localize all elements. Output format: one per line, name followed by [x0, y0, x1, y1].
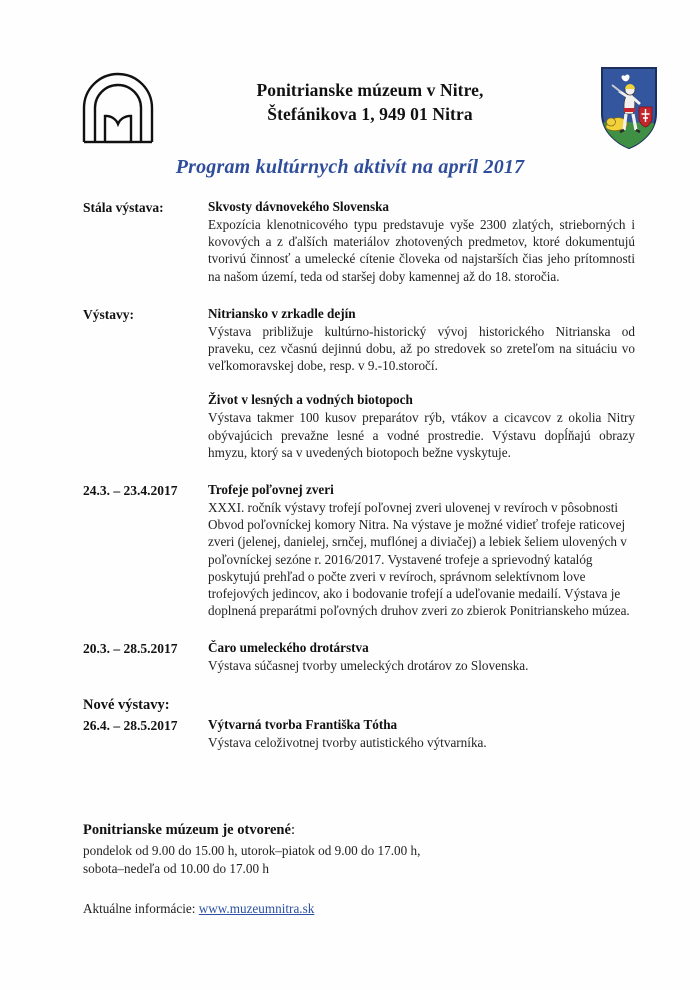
exhibition-title: Život v lesných a vodných biotopoch	[208, 392, 413, 408]
museum-name-line-2: Štefánikova 1, 949 01 Nitra	[267, 104, 473, 124]
museum-name	[160, 78, 580, 126]
spacer	[83, 461, 635, 481]
current-info-line	[83, 900, 635, 918]
section-wire-art	[83, 639, 635, 674]
exhibition-description: Výstava súčasnej tvorby umeleckých drotárov zo Slovenska.	[208, 658, 529, 674]
section-new-exhibitions	[83, 695, 635, 751]
section-label: 20.3. – 28.5.2017	[83, 641, 178, 657]
exhibition-title: Trofeje poľovnej zveri	[208, 482, 334, 498]
section-permanent-exhibition	[83, 198, 635, 285]
current-info-label: Aktuálne informácie:	[83, 901, 199, 916]
section-body	[208, 198, 635, 285]
document-header	[0, 62, 700, 157]
section-exhibitions	[83, 305, 635, 461]
exhibition-description: Výstava približuje kultúrno-historický vývoj historického Nitrianska od praveku, cez včasnú dejinnú dobu, až po stredovek so zreteľom na situáciu vo veľkomoravskej dobe, resp. v 9.-10.storočí.	[208, 323, 635, 374]
opening-hours-line-1: pondelok od 9.00 do 15.00 h, utorok–piatok od 9.00 do 17.00 h,	[83, 843, 421, 858]
spacer	[208, 374, 635, 391]
section-label: Výstavy:	[83, 306, 134, 322]
exhibition-description: XXXI. ročník výstavy trofejí poľovnej zveri ulovenej v revíroch v pôsobnosti Obvod poľovníckej komory Nitra. Na výstave je možné vidieť trofeje raticovej zveri (jelenej, danielej, srnčej, muflónej a diviačej) a lebiek šeliem ulovených v poľovníckej sezóne r. 2016/2017. Vystavené trofeje a sprievodný katalóg poskytujú prehľad o počte zveri v revíroch, správnom selektívnom love trofejových jedincov, ako i bodovanie trofejí a udeľovanie medailí. Výstava je doplnená preparátmi poľovných druhov zveri zo zbierok Ponitrianskeho múzea.	[208, 500, 630, 619]
exhibition-title: Výtvarná tvorba Františka Tótha	[208, 716, 398, 732]
section-body	[208, 639, 635, 674]
section-label: 24.3. – 23.4.2017	[83, 483, 178, 499]
exhibition-description: Expozícia klenotnicového typu predstavuje vyše 2300 zlatých, strieborných i kovových a z ďalších materiálov zhotovených predmetov, ktoré dokumentujú tvorivú činnosť a umelecké cítenie človeka od najstarších čias jeho prítomnosti na našom území, teda od staršej doby kamennej až do 18. storočia.	[208, 217, 635, 284]
exhibition-description: Výstava takmer 100 kusov preparátov rýb, vtákov a cicavcov z okolia Nitry obývajúcich prevažne lesné a vodné prostredie. Výstavu dopĺňajú obrazy hmyzu, ktorý sa v uvedených biotopoch bežne vyskytuje.	[208, 410, 635, 460]
section-body	[208, 481, 635, 619]
opening-hours-heading	[83, 820, 635, 840]
opening-hours-heading-colon: :	[290, 822, 295, 838]
spacer	[83, 285, 635, 305]
spacer	[83, 675, 635, 695]
exhibition-title: Nitriansko v zrkadle dejín	[208, 305, 356, 321]
exhibition-title: Skvosty dávnovekého Slovenska	[208, 199, 390, 214]
section-label: Stála výstava:	[83, 200, 164, 215]
program-content	[83, 198, 635, 751]
section-body	[208, 716, 635, 751]
section-hunting-trophies	[83, 481, 635, 619]
nitra-coat-of-arms-icon	[598, 64, 660, 152]
section-label: 26.4. – 28.5.2017	[83, 717, 178, 733]
new-exhibitions-heading: Nové výstavy:	[83, 696, 170, 713]
section-body	[208, 305, 635, 461]
museum-arch-m-logo-icon	[76, 66, 160, 150]
page-title: Program kultúrnych aktivít na apríl 2017	[175, 156, 525, 178]
spacer	[83, 619, 635, 639]
opening-hours-heading-text: Ponitrianske múzeum je otvorené	[83, 822, 291, 838]
exhibition-description: Výstava celoživotnej tvorby autistického výtvarníka.	[208, 734, 487, 750]
museum-website-link[interactable]: www.muzeumnitra.sk	[198, 901, 315, 916]
new-exhibition-row	[83, 716, 635, 751]
opening-hours-block	[83, 820, 635, 918]
exhibition-title: Čaro umeleckého drotárstva	[208, 640, 369, 656]
museum-name-line-1: Ponitrianske múzeum v Nitre,	[256, 80, 484, 100]
opening-hours-line-2: sobota–nedeľa od 10.00 do 17.00 h	[83, 860, 269, 876]
